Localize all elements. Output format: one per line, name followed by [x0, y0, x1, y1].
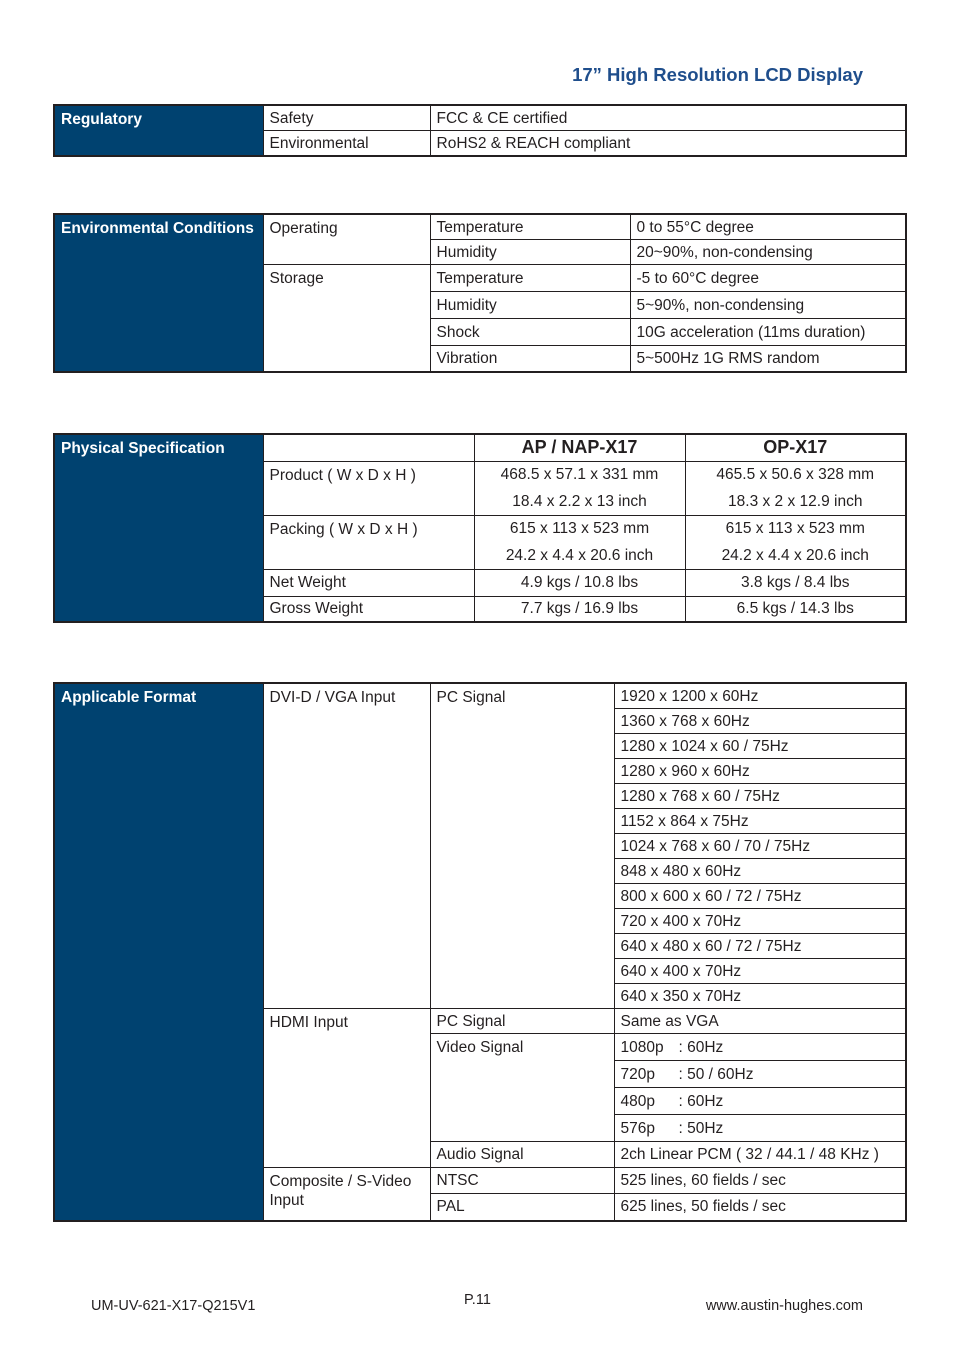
regulatory-value: FCC & CE certified	[430, 105, 906, 131]
env-value: 5~500Hz 1G RMS random	[630, 346, 906, 372]
video-mode-rate: : 60Hz	[678, 1038, 724, 1056]
tv-standard: PAL	[430, 1194, 614, 1221]
video-mode-res: 1080p	[620, 1038, 664, 1056]
env-value: 0 to 55°C degree	[630, 214, 906, 240]
operating-label: Operating	[263, 214, 430, 265]
env-value: 20~90%, non-condensing	[630, 240, 906, 265]
net-weight-value: 3.8 kgs / 8.4 lbs	[685, 569, 906, 596]
env-param: Humidity	[430, 240, 630, 265]
regulatory-label: Environmental	[263, 131, 430, 157]
video-mode-rate: : 50 / 60Hz	[678, 1065, 754, 1083]
video-mode-res: 480p	[620, 1092, 655, 1110]
product-value: 18.3 x 2 x 12.9 inch	[685, 488, 906, 515]
audio-signal-label: Audio Signal	[430, 1142, 614, 1168]
env-value: 5~90%, non-condensing	[630, 292, 906, 319]
gross-weight-value: 7.7 kgs / 16.9 lbs	[474, 596, 685, 622]
env-param: Temperature	[430, 214, 630, 240]
resolution-mode: 1280 x 960 x 60Hz	[614, 759, 906, 784]
packing-value: 24.2 x 4.4 x 20.6 inch	[685, 542, 906, 569]
packing-label: Packing ( W x D x H )	[263, 515, 474, 569]
resolution-mode: 1024 x 768 x 60 / 70 / 75Hz	[614, 834, 906, 859]
physical-table	[53, 433, 907, 623]
product-value: 465.5 x 50.6 x 328 mm	[685, 461, 906, 488]
blank-cell	[263, 434, 474, 461]
hdmi-label: HDMI Input	[263, 1009, 430, 1168]
video-mode	[614, 1061, 906, 1088]
video-mode-res: 576p	[620, 1119, 655, 1137]
environmental-header: Environmental Conditions	[54, 214, 263, 372]
regulatory-table	[53, 104, 907, 157]
video-mode-rate: : 60Hz	[678, 1092, 724, 1110]
audio-signal-value: 2ch Linear PCM ( 32 / 44.1 / 48 KHz )	[614, 1142, 906, 1168]
resolution-mode: 640 x 480 x 60 / 72 / 75Hz	[614, 934, 906, 959]
composite-label: Composite / S-Video Input	[263, 1168, 430, 1221]
env-value: -5 to 60°C degree	[630, 265, 906, 292]
model-column-header: OP-X17	[685, 434, 906, 461]
pc-signal-label: PC Signal	[430, 683, 614, 1009]
gross-weight-value: 6.5 kgs / 14.3 lbs	[685, 596, 906, 622]
product-value: 18.4 x 2.2 x 13 inch	[474, 488, 685, 515]
page-title: 17” High Resolution LCD Display	[572, 64, 863, 85]
page-number: P.11	[464, 1292, 491, 1308]
storage-label: Storage	[263, 265, 430, 372]
video-mode-res: 720p	[620, 1065, 655, 1083]
physical-header: Physical Specification	[54, 434, 263, 622]
regulatory-value: RoHS2 & REACH compliant	[430, 131, 906, 157]
regulatory-header: Regulatory	[54, 105, 263, 156]
video-signal-label: Video Signal	[430, 1034, 614, 1142]
video-mode	[614, 1115, 906, 1142]
resolution-mode: 1280 x 1024 x 60 / 75Hz	[614, 734, 906, 759]
product-value: 468.5 x 57.1 x 331 mm	[474, 461, 685, 488]
applicable-format-table	[53, 682, 907, 1222]
packing-value: 615 x 113 x 523 mm	[685, 515, 906, 542]
env-param: Humidity	[430, 292, 630, 319]
pc-signal-label: PC Signal	[430, 1009, 614, 1034]
resolution-mode: 800 x 600 x 60 / 72 / 75Hz	[614, 884, 906, 909]
net-weight-label: Net Weight	[263, 569, 474, 596]
environmental-table	[53, 213, 907, 373]
gross-weight-label: Gross Weight	[263, 596, 474, 622]
tv-standard-value: 525 lines, 60 fields / sec	[614, 1168, 906, 1194]
document-id: UM-UV-621-X17-Q215V1	[91, 1298, 256, 1314]
video-mode-rate: : 50Hz	[678, 1119, 724, 1137]
pc-signal-value: Same as VGA	[614, 1009, 906, 1034]
resolution-mode: 1152 x 864 x 75Hz	[614, 809, 906, 834]
applicable-header: Applicable Format	[54, 683, 263, 1221]
tv-standard: NTSC	[430, 1168, 614, 1194]
dvi-vga-label: DVI-D / VGA Input	[263, 683, 430, 1009]
env-param: Shock	[430, 319, 630, 346]
resolution-mode: 1920 x 1200 x 60Hz	[614, 683, 906, 709]
resolution-mode: 640 x 350 x 70Hz	[614, 984, 906, 1009]
env-param: Vibration	[430, 346, 630, 372]
resolution-mode: 640 x 400 x 70Hz	[614, 959, 906, 984]
net-weight-value: 4.9 kgs / 10.8 lbs	[474, 569, 685, 596]
regulatory-label: Safety	[263, 105, 430, 131]
video-mode	[614, 1088, 906, 1115]
video-mode	[614, 1034, 906, 1061]
product-label: Product ( W x D x H )	[263, 461, 474, 515]
packing-value: 24.2 x 4.4 x 20.6 inch	[474, 542, 685, 569]
website-text: www.austin-hughes.com	[705, 1298, 863, 1314]
model-column-header: AP / NAP-X17	[474, 434, 685, 461]
resolution-mode: 1280 x 768 x 60 / 75Hz	[614, 784, 906, 809]
env-value: 10G acceleration (11ms duration)	[630, 319, 906, 346]
tv-standard-value: 625 lines, 50 fields / sec	[614, 1194, 906, 1221]
packing-value: 615 x 113 x 523 mm	[474, 515, 685, 542]
resolution-mode: 720 x 400 x 70Hz	[614, 909, 906, 934]
env-param: Temperature	[430, 265, 630, 292]
resolution-mode: 848 x 480 x 60Hz	[614, 859, 906, 884]
resolution-mode: 1360 x 768 x 60Hz	[614, 709, 906, 734]
